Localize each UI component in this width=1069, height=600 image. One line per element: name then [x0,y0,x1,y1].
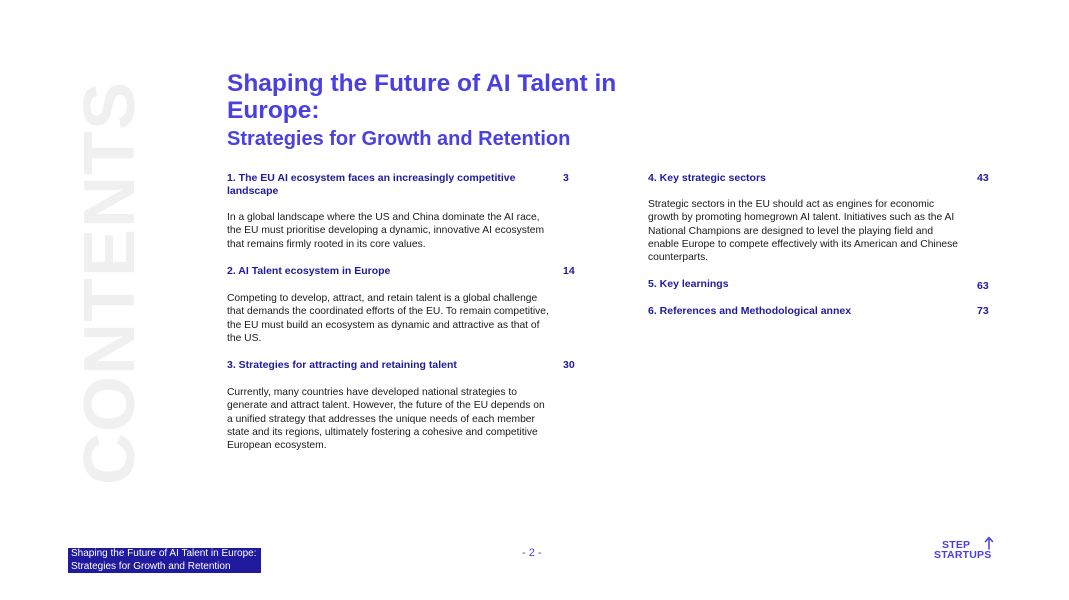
toc-item-1[interactable] [227,172,577,251]
toc-item-title: 2. AI Talent ecosystem in Europe [227,265,391,277]
toc-item-title: 6. References and Methodological annex [648,305,852,317]
toc-item-6[interactable] [648,305,993,318]
toc-item-page: 3 [563,172,569,184]
logo-line1: STEP [942,539,971,551]
toc-item-2[interactable] [227,265,577,345]
toc-item-description: Strategic sectors in the EU should act as engines for economic growth by promoting homegrown AI talent. Initiatives such as the AI National Champions are designed to level the playing field and enable Europe to compete effectively with its American and Chinese counterparts. [648,199,959,264]
logo-line2: STARTUPS [934,549,992,561]
footer-document-title [68,548,261,573]
footer-title-line2: Strategies for Growth and Retention [71,560,231,572]
toc-item-4[interactable] [648,172,993,264]
toc-item-description: Currently, many countries have developed national strategies to generate and attract talent. However, the future of the EU depends on a unified strategy that addresses the unique needs of each member state and its regions, ultimately fostering a cohesive and competitive European ecosystem. [227,387,545,452]
toc-item-description: In a global landscape where the US and China dominate the AI race, the EU must prioritise developing a dynamic, innovative AI ecosystem that remains firmly rooted in its core values. [227,212,545,250]
toc-item-title: 5. Key learnings [648,278,729,290]
toc-item-page: 14 [563,265,575,277]
contents-vertical-label [70,80,150,485]
footer-title-line1: Shaping the Future of AI Talent in Europe: [71,548,257,559]
page-subtitle: Strategies for Growth and Retention [227,128,571,150]
toc-item-5[interactable] [648,278,993,291]
step-startups-logo [933,536,1003,562]
toc-item-title: 3. Strategies for attracting and retaining talent [227,359,457,371]
toc-item-3[interactable] [227,359,577,452]
arrow-up-icon [984,536,994,550]
toc-item-description: Competing to develop, attract, and retain talent is a global challenge that demands the coordinated efforts of the EU. To remain competitive, the EU must build an ecosystem as dynamic and attractive as that of the US. [227,293,549,344]
toc-item-page: 30 [563,359,575,371]
toc-item-page: 73 [977,305,989,317]
page-number: - 2 - [522,547,542,559]
toc-item-page: 63 [977,280,989,292]
toc-item-title: 4. Key strategic sectors [648,172,766,184]
page-title: Shaping the Future of AI Talent in Europe: [227,70,617,124]
toc-item-page: 43 [977,172,989,184]
contents-label-text: CONTENTS [70,80,150,485]
toc-item-title: 1. The EU AI ecosystem faces an increasingly competitive landscape [227,172,516,197]
